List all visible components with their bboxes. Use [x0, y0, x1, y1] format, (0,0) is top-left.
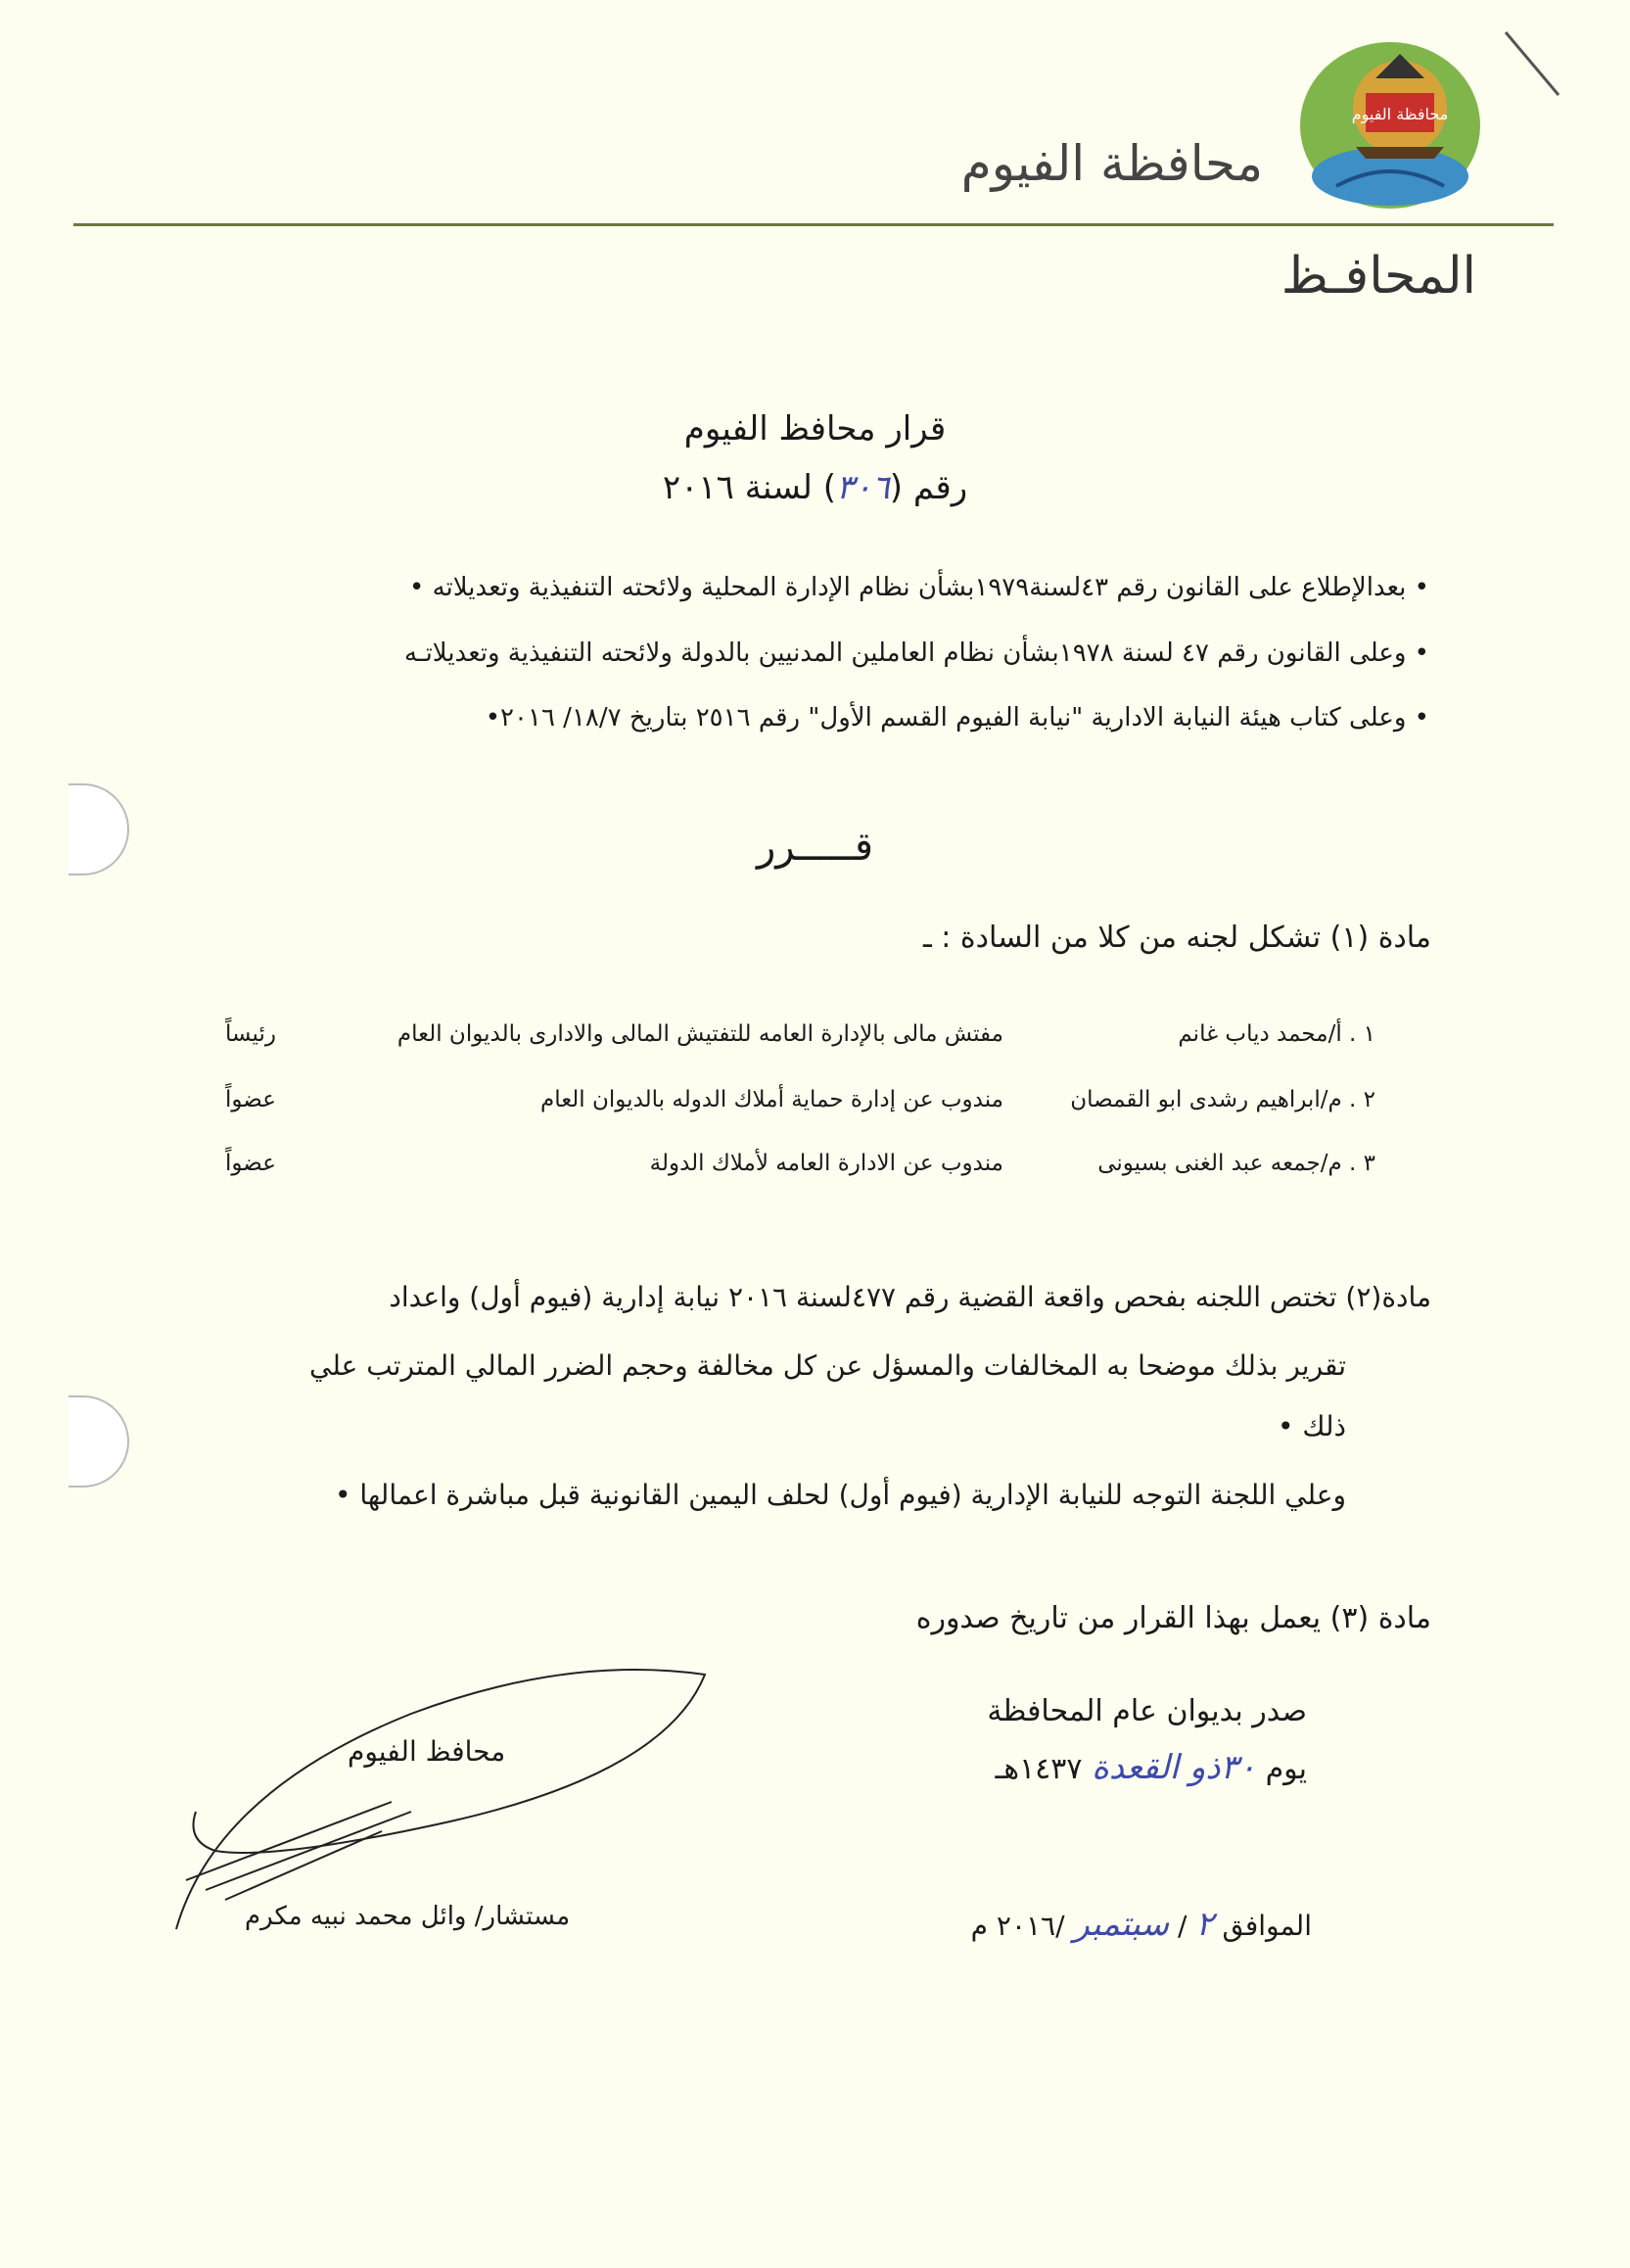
issued-day-prefix: يوم: [1265, 1752, 1307, 1786]
gregorian-month-handwritten: سبتمبر: [1073, 1905, 1170, 1944]
fayoum-seal-icon: [1297, 39, 1483, 211]
decree-number-suffix: ) لسنة ٢٠١٦: [662, 468, 836, 507]
svg-text:محافظة الفيوم: محافظة الفيوم: [1351, 105, 1449, 123]
member-2-name: ٢ . م/ابراهيم رشدى ابو القمصان: [1070, 1087, 1375, 1112]
article-2-line-1: مادة(٢) تختص اللجنه بفحص واقعة القضية رقم ٤٧٧لسنة ٢٠١٦ نيابة إدارية (فيوم أول) واعداد: [389, 1281, 1431, 1313]
decree-title: قرار محافظ الفيوم: [683, 409, 947, 449]
member-3-name: ٣ . م/جمعه عبد الغنى بسيونى: [1097, 1151, 1375, 1176]
member-2-role: مندوب عن إدارة حماية أملاك الدوله بالديوان العام: [539, 1087, 1003, 1112]
gregorian-date: الموافق ٢ / سبتمبر /٢٠١٦ م: [970, 1905, 1312, 1944]
preamble-line-1: • بعدالإطلاع على القانون رقم ٤٣لسنة١٩٧٩بشأن نظام الإدارة المحلية ولائحته التنفيذية وتعديلاته •: [409, 573, 1429, 602]
article-3-text: مادة (٣) يعمل بهذا القرار من تاريخ صدوره: [915, 1601, 1431, 1635]
article-2-line-3: ذلك •: [1277, 1410, 1346, 1442]
member-2-position: عضواً: [225, 1087, 276, 1112]
staple-mark: [1498, 24, 1566, 103]
issued-day-handwritten: ٣٠ذو القعدة: [1092, 1748, 1257, 1787]
decision-heading: قـــــرر: [756, 825, 874, 870]
issued-day: [995, 1748, 1307, 1787]
governorate-name: محافظة الفيوم: [960, 135, 1263, 192]
member-1-name: ١ . أ/محمد دياب غانم: [1178, 1021, 1375, 1047]
decree-number-prefix: رقم (: [889, 468, 968, 507]
member-1-role: مفتش مالى بالإدارة العامه للتفتيش المالى والادارى بالديوان العام: [396, 1021, 1003, 1047]
gregorian-year: ٢٠١٦: [996, 1910, 1056, 1942]
preamble-line-2: • وعلى القانون رقم ٤٧ لسنة ١٩٧٨بشأن نظام العاملين المدنيين بالدولة ولائحته التنفيذية وتعديلاتـه: [404, 638, 1429, 668]
decree-number: [0, 468, 1630, 507]
punch-hole-bottom: [69, 1395, 129, 1488]
member-3-position: عضواً: [225, 1151, 276, 1176]
gregorian-suffix: م: [970, 1910, 989, 1942]
header-divider: [73, 223, 1554, 226]
article-1-text: مادة (١) تشكل لجنه من كلا من السادة : ـ: [922, 921, 1431, 955]
preamble-line-3: • وعلى كتاب هيئة النيابة الادارية "نيابة الفيوم القسم الأول" رقم ٢٥١٦ بتاريخ ١٨/٧/ ٢٠١٦•: [485, 703, 1429, 732]
governorate-logo: [1297, 39, 1483, 214]
issued-hijri-year: ١٤٣٧هـ: [995, 1752, 1083, 1786]
member-3-role: مندوب عن الادارة العامه لأملاك الدولة: [649, 1151, 1003, 1176]
gregorian-day-handwritten: ٢: [1195, 1905, 1214, 1944]
member-1-position: رئيساً: [225, 1021, 276, 1047]
signatory-title: محافظ الفيوم: [348, 1735, 506, 1768]
decree-number-handwritten: ٣٠٦: [835, 468, 890, 507]
issued-at: صدر بديوان عام المحافظة: [987, 1694, 1307, 1728]
article-2-line-4: وعلي اللجنة التوجه للنيابة الإدارية (فيوم أول) لحلف اليمين القانونية قبل مباشرة اعمالها •: [334, 1479, 1346, 1511]
gregorian-date-prefix: الموافق: [1222, 1910, 1312, 1942]
governor-office-title: المحافـظ: [1281, 247, 1476, 306]
article-2-line-2: تقرير بذلك موضحا به المخالفات والمسؤل عن كل مخالفة وحجم الضرر المالي المترتب علي: [309, 1349, 1346, 1382]
signatory-name: مستشار/ وائل محمد نبيه مكرم: [245, 1902, 571, 1931]
